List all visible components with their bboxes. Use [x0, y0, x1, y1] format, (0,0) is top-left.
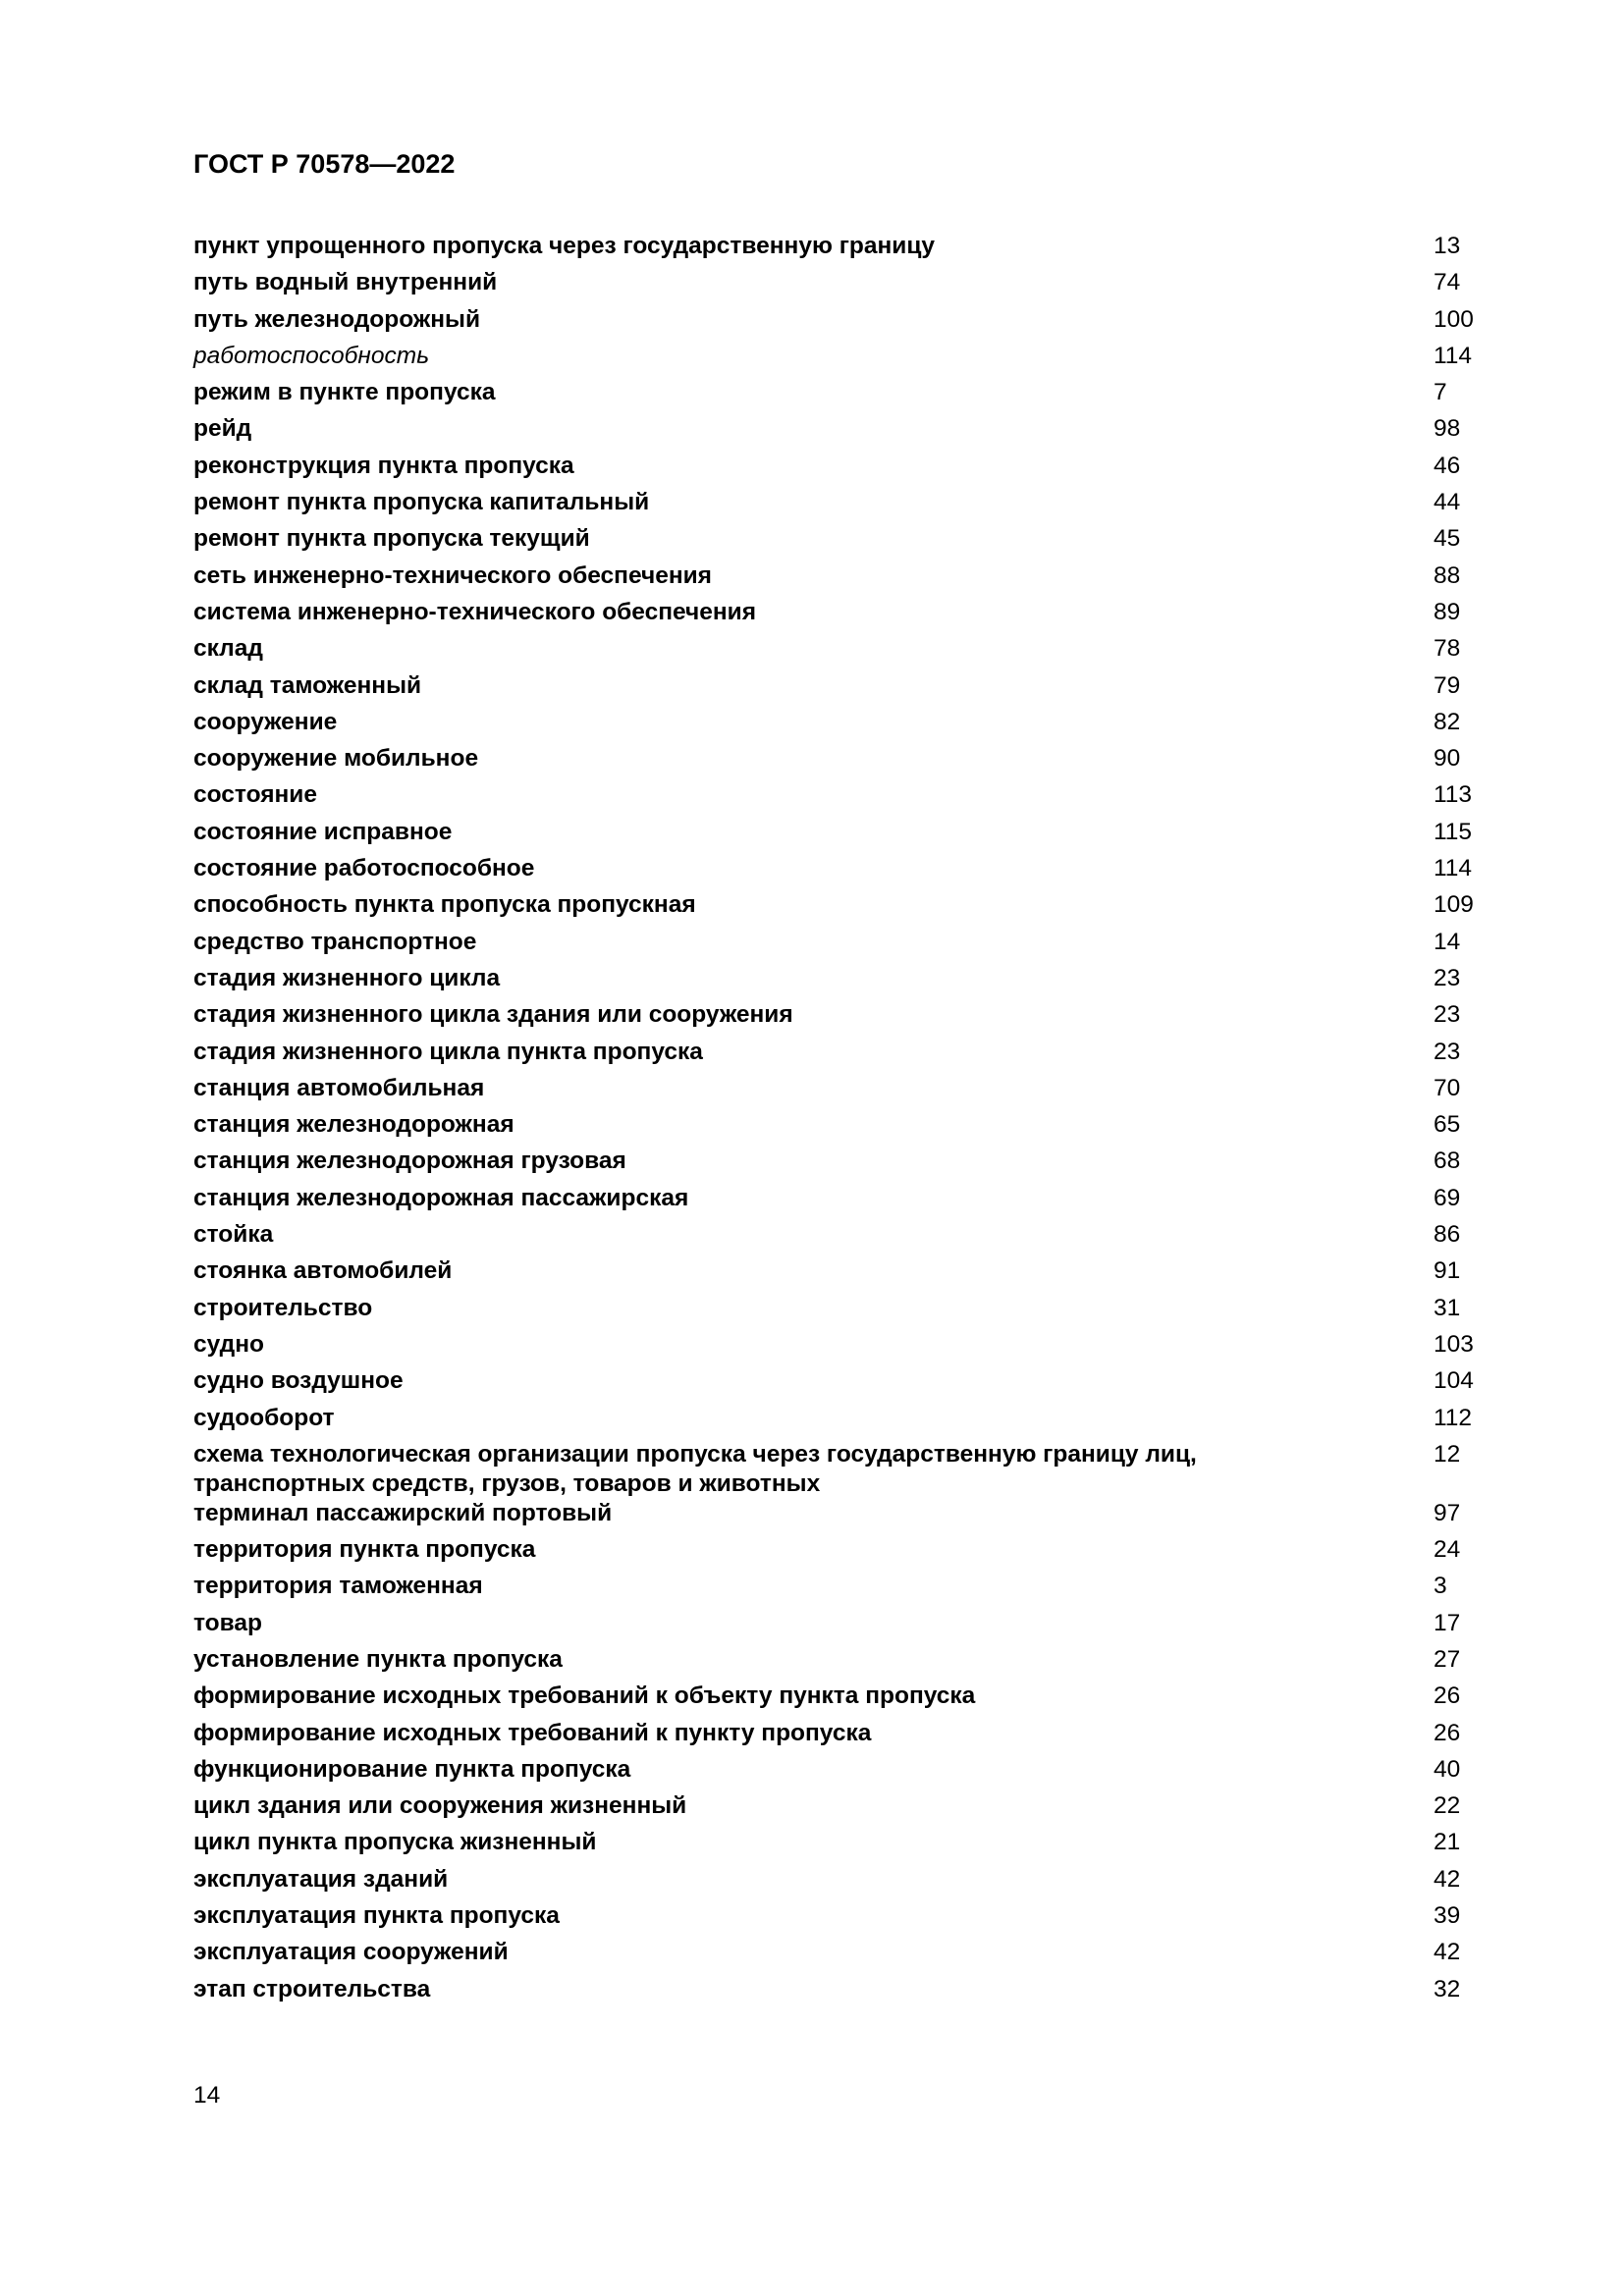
- index-term: реконструкция пункта пропуска: [193, 452, 574, 479]
- index-entry: [193, 1938, 1480, 1974]
- index-term: стадия жизненного цикла пункта пропуска: [193, 1038, 703, 1065]
- index-term: пункт упрощенного пропуска через государственную границу: [193, 233, 936, 259]
- index-entry: [193, 1755, 1480, 1791]
- index-entry: [193, 1366, 1480, 1403]
- index-term-number: 45: [1434, 525, 1461, 553]
- index-entry: [193, 1572, 1480, 1608]
- index-term-number: 44: [1434, 489, 1461, 516]
- index-term-number: 68: [1434, 1148, 1461, 1175]
- index-term-number: 70: [1434, 1074, 1461, 1101]
- index-term-number: 103: [1434, 1330, 1474, 1358]
- index-entry: [193, 598, 1480, 634]
- index-term-number: 21: [1434, 1829, 1461, 1856]
- index-term: стоянка автомобилей: [193, 1257, 453, 1285]
- index-term-number: 26: [1434, 1719, 1461, 1746]
- index-term-number: 14: [1434, 928, 1461, 955]
- index-entry: [193, 1294, 1480, 1330]
- index-term: способность пункта пропуска пропускная: [193, 891, 696, 919]
- index-term: станция железнодорожная: [193, 1111, 514, 1139]
- index-term: стадия жизненного цикла здания или сооружения: [193, 1001, 793, 1029]
- index-term-number: 82: [1434, 708, 1461, 735]
- index-term-number: 97: [1434, 1499, 1461, 1526]
- index-term-number: 69: [1434, 1184, 1461, 1211]
- index-term: состояние исправное: [193, 818, 453, 845]
- index-entry: [193, 1147, 1480, 1183]
- index-term-number: 104: [1434, 1367, 1474, 1395]
- index-term-number: 13: [1434, 233, 1461, 259]
- index-term: эксплуатация пункта пропуска: [193, 1902, 560, 1930]
- index-term: состояние: [193, 781, 317, 809]
- index-entry: [193, 634, 1480, 670]
- index-entry: [193, 1682, 1480, 1718]
- index-term: стойка: [193, 1221, 274, 1249]
- index-term-number: 12: [1434, 1440, 1461, 1468]
- index-entry: [193, 1865, 1480, 1901]
- index-term-number: 42: [1434, 1865, 1461, 1893]
- index-entry: [193, 1110, 1480, 1147]
- index-entry: [193, 524, 1480, 561]
- index-term-number: 42: [1434, 1939, 1461, 1966]
- index-term: этап строительства: [193, 1975, 431, 2002]
- index-entry: [193, 1256, 1480, 1293]
- index-term-number: 23: [1434, 1038, 1461, 1065]
- index-entry: [193, 378, 1480, 414]
- index-term: функционирование пункта пропуска: [193, 1755, 631, 1783]
- index-term: схема технологическая организации пропуска через государственную границу лиц, транспортных средств, грузов, товаров и животных: [193, 1440, 1197, 1497]
- index-term-number: 89: [1434, 598, 1461, 625]
- index-term: цикл здания или сооружения жизненный: [193, 1792, 687, 1820]
- index-entry: [193, 708, 1480, 744]
- index-term-number: 78: [1434, 635, 1461, 663]
- index-entry: [193, 342, 1480, 378]
- index-term: ремонт пункта пропуска капитальный: [193, 489, 650, 516]
- index-term: эксплуатация зданий: [193, 1865, 449, 1893]
- index-term-number: 112: [1434, 1404, 1473, 1431]
- index-term: станция автомобильная: [193, 1074, 485, 1101]
- index-entry: [193, 780, 1480, 817]
- index-term: цикл пункта пропуска жизненный: [193, 1829, 597, 1856]
- alphabetical-index: [193, 232, 1480, 2011]
- index-term-number: 23: [1434, 1001, 1461, 1029]
- index-term-number: 23: [1434, 964, 1461, 991]
- document-header: ГОСТ Р 70578—2022: [193, 149, 456, 179]
- index-term: терминал пассажирский портовый: [193, 1499, 613, 1526]
- index-term-number: 109: [1434, 891, 1474, 919]
- index-term: сооружение: [193, 708, 338, 735]
- index-entry: [193, 414, 1480, 451]
- index-term-number: 115: [1434, 818, 1473, 845]
- index-term: стадия жизненного цикла: [193, 964, 501, 991]
- index-term-number: 65: [1434, 1111, 1461, 1139]
- index-entry: [193, 1901, 1480, 1938]
- index-term: территория пункта пропуска: [193, 1536, 536, 1564]
- index-term: эксплуатация сооружений: [193, 1939, 509, 1966]
- index-term: сеть инженерно-технического обеспечения: [193, 561, 712, 589]
- index-entry: [193, 232, 1480, 268]
- index-entry: [193, 1645, 1480, 1682]
- index-term-number: 98: [1434, 415, 1461, 443]
- index-term-number: 79: [1434, 671, 1461, 699]
- index-entry: [193, 1038, 1480, 1074]
- index-term: территория таможенная: [193, 1573, 483, 1600]
- index-entry: [193, 928, 1480, 964]
- index-term-number: 3: [1434, 1573, 1447, 1600]
- index-term-number: 27: [1434, 1645, 1461, 1673]
- index-entry: [193, 1000, 1480, 1037]
- index-term: судно воздушное: [193, 1367, 404, 1395]
- index-term-number: 17: [1434, 1609, 1461, 1636]
- index-term: судно: [193, 1330, 264, 1358]
- index-entry: [193, 1074, 1480, 1110]
- index-term-number: 40: [1434, 1755, 1461, 1783]
- index-entry: [193, 744, 1480, 780]
- index-term: режим в пункте пропуска: [193, 379, 496, 406]
- index-entry: [193, 1440, 1480, 1499]
- index-entry: [193, 452, 1480, 488]
- index-term: склад: [193, 635, 263, 663]
- index-entry: [193, 854, 1480, 890]
- index-term: склад таможенный: [193, 671, 422, 699]
- index-term-number: 90: [1434, 745, 1461, 773]
- index-term: судооборот: [193, 1404, 335, 1431]
- index-term-number: 24: [1434, 1536, 1461, 1564]
- index-entry: [193, 964, 1480, 1000]
- index-term-number: 88: [1434, 561, 1461, 589]
- index-entry: [193, 561, 1480, 598]
- index-term-number: 86: [1434, 1221, 1461, 1249]
- index-term-number: 39: [1434, 1902, 1461, 1930]
- index-term: формирование исходных требований к объекту пункта пропуска: [193, 1682, 976, 1710]
- index-term: система инженерно-технического обеспечения: [193, 598, 757, 625]
- index-term: путь водный внутренний: [193, 269, 498, 296]
- index-entry: [193, 1404, 1480, 1440]
- index-term-number: 100: [1434, 305, 1474, 333]
- index-term: средство транспортное: [193, 928, 477, 955]
- index-term: установление пункта пропуска: [193, 1645, 563, 1673]
- index-term-number: 114: [1434, 342, 1473, 369]
- index-entry: [193, 1330, 1480, 1366]
- page-number: 14: [193, 2082, 221, 2109]
- index-term-number: 32: [1434, 1975, 1461, 2002]
- index-entry: [193, 1828, 1480, 1864]
- index-term-number: 7: [1434, 379, 1447, 406]
- index-term: строительство: [193, 1294, 373, 1321]
- index-term: ремонт пункта пропуска текущий: [193, 525, 590, 553]
- index-entry: [193, 1184, 1480, 1220]
- index-entry: [193, 1609, 1480, 1645]
- index-entry: [193, 268, 1480, 304]
- index-entry: [193, 1535, 1480, 1572]
- index-entry: [193, 818, 1480, 854]
- index-entry: [193, 1719, 1480, 1755]
- index-entry: [193, 1975, 1480, 2011]
- index-entry: [193, 488, 1480, 524]
- index-term: состояние работоспособное: [193, 855, 535, 882]
- index-entry: [193, 1499, 1480, 1535]
- index-entry: [193, 305, 1480, 342]
- index-term-number: 46: [1434, 452, 1461, 479]
- index-term: работоспособность: [193, 342, 430, 369]
- index-term: сооружение мобильное: [193, 745, 479, 773]
- index-entry: [193, 1791, 1480, 1828]
- index-term-number: 114: [1434, 855, 1473, 882]
- index-term-number: 74: [1434, 269, 1461, 296]
- index-term: товар: [193, 1609, 262, 1636]
- index-entry: [193, 671, 1480, 708]
- index-term: формирование исходных требований к пункту пропуска: [193, 1719, 872, 1746]
- index-term-number: 26: [1434, 1682, 1461, 1710]
- index-term: станция железнодорожная пассажирская: [193, 1184, 689, 1211]
- index-term-number: 113: [1434, 781, 1473, 809]
- index-term-number: 91: [1434, 1257, 1461, 1285]
- index-term: путь железнодорожный: [193, 305, 481, 333]
- index-term: станция железнодорожная грузовая: [193, 1148, 626, 1175]
- index-term: рейд: [193, 415, 252, 443]
- index-entry: [193, 890, 1480, 927]
- index-entry: [193, 1220, 1480, 1256]
- index-term-number: 31: [1434, 1294, 1461, 1321]
- index-term-number: 22: [1434, 1792, 1461, 1820]
